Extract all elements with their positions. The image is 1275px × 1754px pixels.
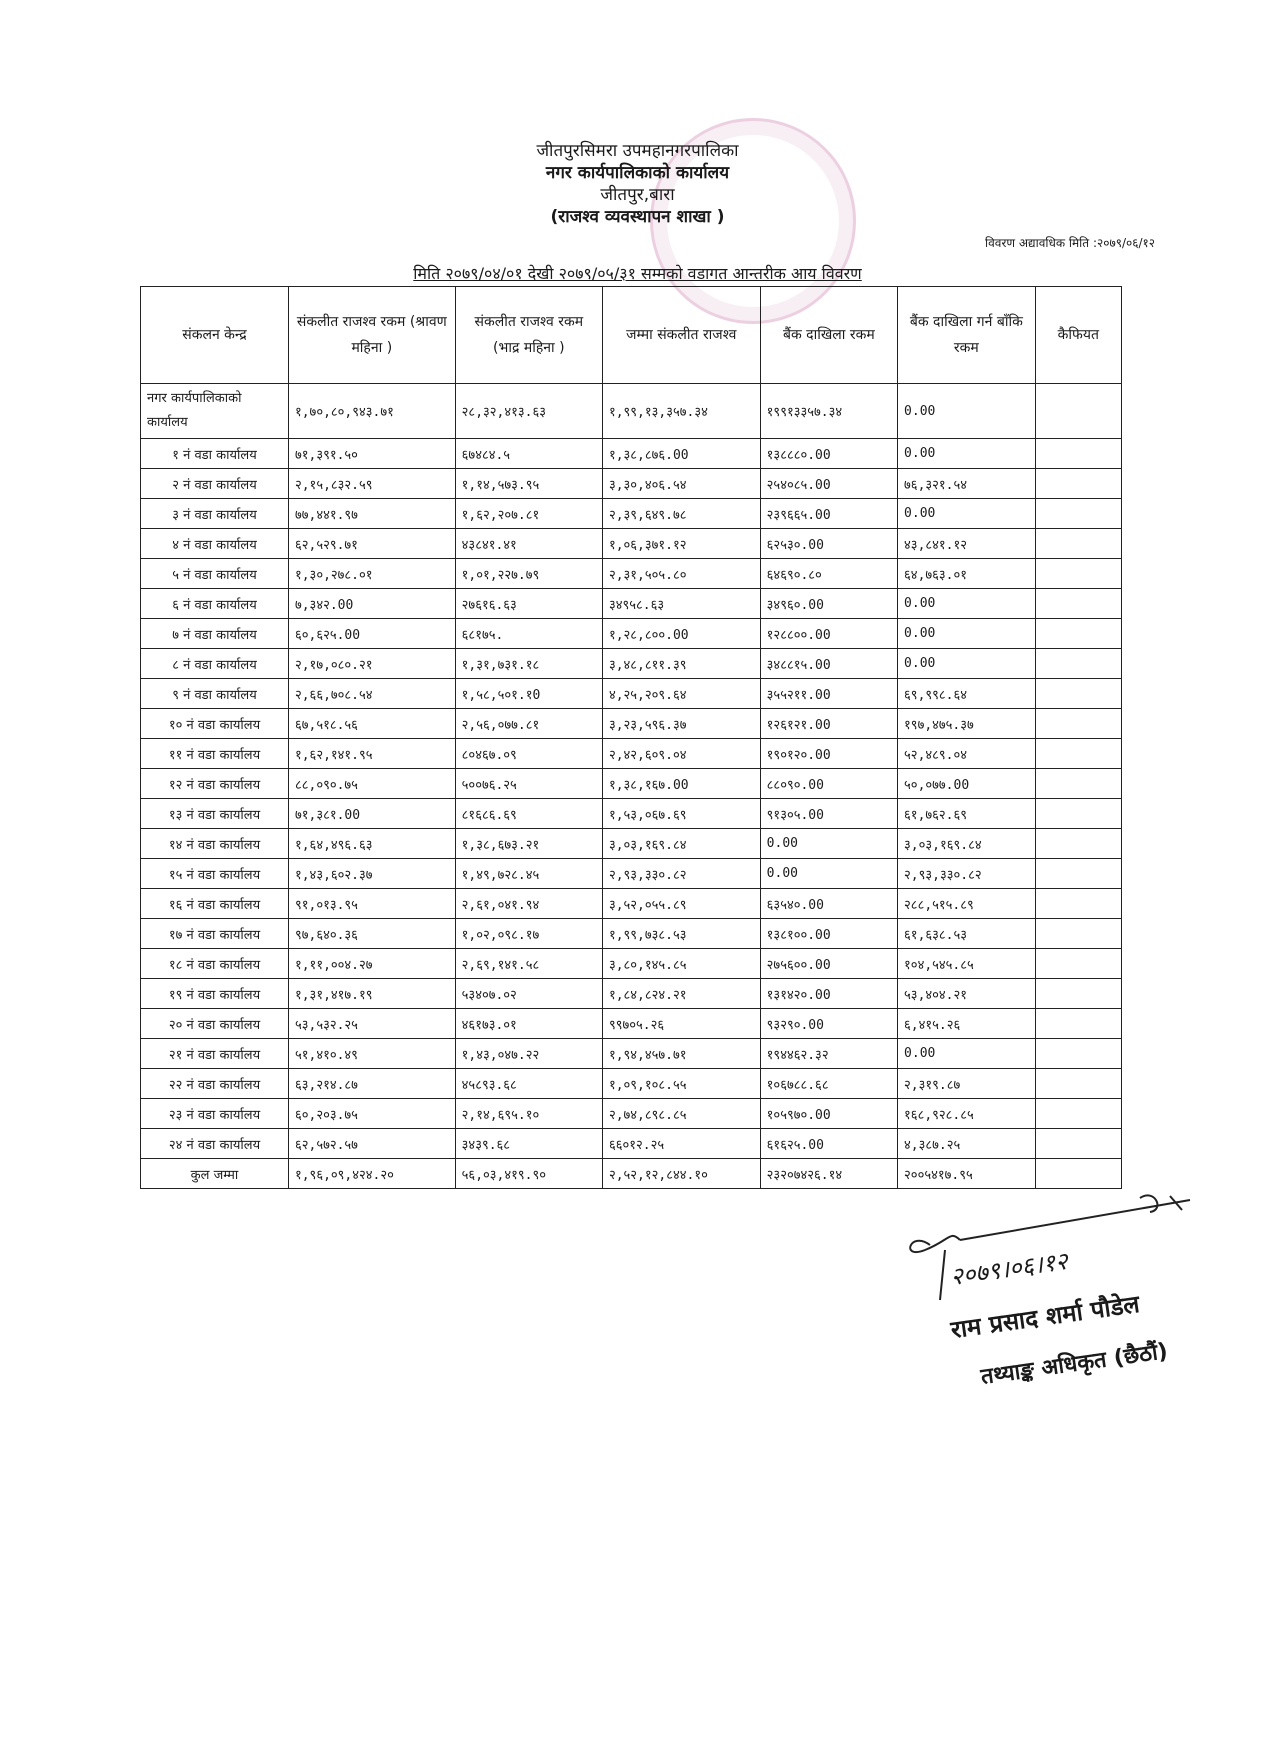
remaining-amount-cell: 0.00 <box>898 589 1036 619</box>
collection-center-cell: २ नं वडा कार्यालय <box>141 469 289 499</box>
collection-center-cell: १५ नं वडा कार्यालय <box>141 859 289 889</box>
bhadra-amount-cell: ४६१७३.०१ <box>455 1009 602 1039</box>
remarks-cell <box>1035 1009 1121 1039</box>
collection-center-cell: १३ नं वडा कार्यालय <box>141 799 289 829</box>
remarks-cell <box>1035 529 1121 559</box>
bhadra-amount-cell: २,५६,०७७.८१ <box>455 709 602 739</box>
remaining-amount-cell: ४३,८४१.१२ <box>898 529 1036 559</box>
bank-deposit-cell: 0.00 <box>760 829 897 859</box>
remaining-amount-cell: ७६,३२१.५४ <box>898 469 1036 499</box>
table-row <box>141 1039 1122 1069</box>
remarks-cell <box>1035 384 1121 439</box>
bank-deposit-cell: १३१४२०.00 <box>760 979 897 1009</box>
remaining-amount-cell: 0.00 <box>898 1039 1036 1069</box>
collection-center-cell: २४ नं वडा कार्यालय <box>141 1129 289 1159</box>
table-row <box>141 384 1122 439</box>
total-amount-cell: १,८४,८२४.२१ <box>602 979 760 1009</box>
shrawan-amount-cell: ९७,६४०.३६ <box>288 919 455 949</box>
bhadra-amount-cell: १,४३,०४७.२२ <box>455 1039 602 1069</box>
remarks-cell <box>1035 469 1121 499</box>
bhadra-amount-cell: ६७४८४.५ <box>455 439 602 469</box>
table-row <box>141 619 1122 649</box>
table-row <box>141 859 1122 889</box>
bhadra-amount-cell: ५६,०३,४१९.९० <box>455 1159 602 1189</box>
total-amount-cell: १,९९,७३८.५३ <box>602 919 760 949</box>
table-row <box>141 679 1122 709</box>
remaining-amount-cell: २००५४१७.९५ <box>898 1159 1036 1189</box>
bhadra-amount-cell: ५००७६.२५ <box>455 769 602 799</box>
bank-deposit-cell: १९०१२०.00 <box>760 739 897 769</box>
remaining-amount-cell: २,३१९.८७ <box>898 1069 1036 1099</box>
remarks-cell <box>1035 1039 1121 1069</box>
signatory-post: तथ्याङ्क अधिकृत (छैठौं) <box>979 1339 1170 1390</box>
remarks-cell <box>1035 619 1121 649</box>
table-row <box>141 1129 1122 1159</box>
shrawan-amount-cell: ७१,३८१.00 <box>288 799 455 829</box>
remaining-amount-cell: 0.00 <box>898 439 1036 469</box>
bank-deposit-cell: ६२५३०.00 <box>760 529 897 559</box>
total-amount-cell: २,७४,८९८.८५ <box>602 1099 760 1129</box>
remarks-cell <box>1035 1159 1121 1189</box>
collection-center-cell: २१ नं वडा कार्यालय <box>141 1039 289 1069</box>
total-amount-cell: ३,२३,५९६.३७ <box>602 709 760 739</box>
collection-center-cell: नगर कार्यपालिकाको कार्यालय <box>141 384 289 439</box>
remarks-cell <box>1035 709 1121 739</box>
total-amount-cell: १,२८,८००.00 <box>602 619 760 649</box>
bhadra-amount-cell: ८१६८६.६९ <box>455 799 602 829</box>
table-row <box>141 559 1122 589</box>
bhadra-amount-cell: १,०२,०९८.१७ <box>455 919 602 949</box>
collection-center-cell: ४ नं वडा कार्यालय <box>141 529 289 559</box>
table-row <box>141 739 1122 769</box>
bank-deposit-cell: ६३५४०.00 <box>760 889 897 919</box>
collection-center-cell: २२ नं वडा कार्यालय <box>141 1069 289 1099</box>
bhadra-amount-cell: १,६२,२०७.८१ <box>455 499 602 529</box>
table-row <box>141 1069 1122 1099</box>
table-row <box>141 529 1122 559</box>
collection-center-cell: ८ नं वडा कार्यालय <box>141 649 289 679</box>
shrawan-amount-cell: २,१७,०८०.२१ <box>288 649 455 679</box>
table-row <box>141 649 1122 679</box>
shrawan-amount-cell: १,९६,०९,४२४.२० <box>288 1159 455 1189</box>
bank-deposit-cell: १३८१००.00 <box>760 919 897 949</box>
bank-deposit-cell: १९९१३३५७.३४ <box>760 384 897 439</box>
shrawan-amount-cell: ६२,५७२.५७ <box>288 1129 455 1159</box>
report-title-text: मिति २०७९/०४/०१ देखी २०७९/०५/३१ सम्मको वडागत आन्तरीक आय विवरण <box>413 264 862 283</box>
remarks-cell <box>1035 979 1121 1009</box>
collection-center-cell: ११ नं वडा कार्यालय <box>141 739 289 769</box>
bank-deposit-cell: ३४९६०.00 <box>760 589 897 619</box>
table-row <box>141 499 1122 529</box>
col-header-center: संकलन केन्द्र <box>141 287 289 384</box>
collection-center-cell: कुल जम्मा <box>141 1159 289 1189</box>
table-row <box>141 709 1122 739</box>
remarks-cell <box>1035 769 1121 799</box>
shrawan-amount-cell: ६७,५१८.५६ <box>288 709 455 739</box>
col-header-bhadra: संकलीत राजश्व रकम (भाद्र महिना ) <box>455 287 602 384</box>
total-amount-cell: १,३८,१६७.00 <box>602 769 760 799</box>
remarks-cell <box>1035 499 1121 529</box>
remarks-cell <box>1035 889 1121 919</box>
collection-center-cell: १६ नं वडा कार्यालय <box>141 889 289 919</box>
remaining-amount-cell: १९७,४७५.३७ <box>898 709 1036 739</box>
remarks-cell <box>1035 589 1121 619</box>
bhadra-amount-cell: ८०४६७.०९ <box>455 739 602 769</box>
bank-deposit-cell: ९१३०५.00 <box>760 799 897 829</box>
bank-deposit-cell: १०५९७०.00 <box>760 1099 897 1129</box>
shrawan-amount-cell: ९१,०१३.९५ <box>288 889 455 919</box>
remaining-amount-cell: ३,०३,१६९.८४ <box>898 829 1036 859</box>
remarks-cell <box>1035 649 1121 679</box>
bhadra-amount-cell: १,३१,७३१.१८ <box>455 649 602 679</box>
table-body <box>141 384 1122 1189</box>
collection-center-cell: २३ नं वडा कार्यालय <box>141 1099 289 1129</box>
bhadra-amount-cell: २,६१,०४१.९४ <box>455 889 602 919</box>
remaining-amount-cell: २,९३,३३०.८२ <box>898 859 1036 889</box>
bhadra-amount-cell: २,१४,६९५.१० <box>455 1099 602 1129</box>
table-row <box>141 589 1122 619</box>
bhadra-amount-cell: १,५८,५०१.१0 <box>455 679 602 709</box>
table-header-row <box>141 287 1122 384</box>
remaining-amount-cell: ५२,४८९.०४ <box>898 739 1036 769</box>
total-amount-cell: १,५३,०६७.६९ <box>602 799 760 829</box>
bhadra-amount-cell: २,६९,१४१.५८ <box>455 949 602 979</box>
collection-center-cell: ९ नं वडा कार्यालय <box>141 679 289 709</box>
branch-name: (राजश्व व्यवस्थापन शाखा ) <box>550 207 725 227</box>
shrawan-amount-cell: ५३,५३२.२५ <box>288 1009 455 1039</box>
remarks-cell <box>1035 949 1121 979</box>
shrawan-amount-cell: ६०,६२५.00 <box>288 619 455 649</box>
table-row <box>141 769 1122 799</box>
bhadra-amount-cell: ५३४०७.०२ <box>455 979 602 1009</box>
remaining-amount-cell: 0.00 <box>898 619 1036 649</box>
bank-deposit-cell: १३८८८०.00 <box>760 439 897 469</box>
table-row <box>141 979 1122 1009</box>
total-amount-cell: १,०६,३७१.१२ <box>602 529 760 559</box>
collection-center-cell: १९ नं वडा कार्यालय <box>141 979 289 1009</box>
table-row <box>141 799 1122 829</box>
table-row <box>141 439 1122 469</box>
bank-deposit-cell: ६४६९०.८० <box>760 559 897 589</box>
collection-center-cell: १२ नं वडा कार्यालय <box>141 769 289 799</box>
collection-center-cell: ६ नं वडा कार्यालय <box>141 589 289 619</box>
signature-block <box>890 1190 1210 1430</box>
collection-center-cell: ५ नं वडा कार्यालय <box>141 559 289 589</box>
table-row <box>141 889 1122 919</box>
remaining-amount-cell: ५०,०७७.00 <box>898 769 1036 799</box>
bhadra-amount-cell: ६८१७५. <box>455 619 602 649</box>
remaining-amount-cell: ५३,४०४.२१ <box>898 979 1036 1009</box>
shrawan-amount-cell: २,१५,८३२.५९ <box>288 469 455 499</box>
total-amount-cell: १,०९,१०८.५५ <box>602 1069 760 1099</box>
remarks-cell <box>1035 439 1121 469</box>
col-header-shrawan: संकलीत राजश्व रकम (श्रावण महिना ) <box>288 287 455 384</box>
shrawan-amount-cell: १,७०,८०,९४३.७१ <box>288 384 455 439</box>
bank-deposit-cell: ९३२९०.00 <box>760 1009 897 1039</box>
collection-center-cell: १७ नं वडा कार्यालय <box>141 919 289 949</box>
collection-center-cell: ७ नं वडा कार्यालय <box>141 619 289 649</box>
shrawan-amount-cell: १,६४,४९६.६३ <box>288 829 455 859</box>
bank-deposit-cell: १२८८००.00 <box>760 619 897 649</box>
remarks-cell <box>1035 559 1121 589</box>
table-row <box>141 469 1122 499</box>
collection-center-cell: १ नं वडा कार्यालय <box>141 439 289 469</box>
remaining-amount-cell: ६९,९९८.६४ <box>898 679 1036 709</box>
shrawan-amount-cell: २,६६,७०८.५४ <box>288 679 455 709</box>
shrawan-amount-cell: ६३,२१४.८७ <box>288 1069 455 1099</box>
remaining-amount-cell: १६८,९२८.८५ <box>898 1099 1036 1129</box>
table-row <box>141 919 1122 949</box>
remaining-amount-cell: ६,४१५.२६ <box>898 1009 1036 1039</box>
bank-deposit-cell: २३२०७४२६.१४ <box>760 1159 897 1189</box>
total-row <box>141 1159 1122 1189</box>
bank-deposit-cell: ६१६२५.00 <box>760 1129 897 1159</box>
bhadra-amount-cell: १,०१,२२७.७९ <box>455 559 602 589</box>
updated-date: विवरण अद्यावधिक मिति :२०७९/०६/१२ <box>985 236 1155 250</box>
remarks-cell <box>1035 1069 1121 1099</box>
remaining-amount-cell: ६१,६३८.५३ <box>898 919 1036 949</box>
remarks-cell <box>1035 799 1121 829</box>
total-amount-cell: २,३१,५०५.८० <box>602 559 760 589</box>
bhadra-amount-cell: २७६१६.६३ <box>455 589 602 619</box>
remaining-amount-cell: ६४,७६३.०१ <box>898 559 1036 589</box>
remarks-cell <box>1035 859 1121 889</box>
total-amount-cell: १,९४,४५७.७१ <box>602 1039 760 1069</box>
bank-deposit-cell: २५४०८५.00 <box>760 469 897 499</box>
office-name: नगर कार्यपालिकाको कार्यालय <box>545 163 730 183</box>
remaining-amount-cell: 0.00 <box>898 649 1036 679</box>
remarks-cell <box>1035 1129 1121 1159</box>
shrawan-amount-cell: १,३०,२७८.०१ <box>288 559 455 589</box>
remarks-cell <box>1035 919 1121 949</box>
shrawan-amount-cell: १,११,००४.२७ <box>288 949 455 979</box>
remarks-cell <box>1035 739 1121 769</box>
bank-deposit-cell: २३९६६५.00 <box>760 499 897 529</box>
bhadra-amount-cell: १,४९,७२८.४५ <box>455 859 602 889</box>
remaining-amount-cell: १०४,५४५.८५ <box>898 949 1036 979</box>
municipality-name: जीतपुरसिमरा उपमहानगरपालिका <box>536 141 739 161</box>
report-title <box>0 262 1275 284</box>
col-header-remaining: बैंक दाखिला गर्न बाँकि रकम <box>898 287 1036 384</box>
revenue-table <box>140 286 1122 1189</box>
shrawan-amount-cell: ७,३४२.00 <box>288 589 455 619</box>
total-amount-cell: १,३८,८७६.00 <box>602 439 760 469</box>
total-amount-cell: ६६०१२.२५ <box>602 1129 760 1159</box>
total-amount-cell: ३,४८,८११.३९ <box>602 649 760 679</box>
remarks-cell <box>1035 679 1121 709</box>
shrawan-amount-cell: ६०,२०३.७५ <box>288 1099 455 1129</box>
remaining-amount-cell: ४,३८७.२५ <box>898 1129 1036 1159</box>
total-amount-cell: ३,०३,१६९.८४ <box>602 829 760 859</box>
col-header-total: जम्मा संकलीत राजश्व <box>602 287 760 384</box>
bank-deposit-cell: २७५६००.00 <box>760 949 897 979</box>
total-amount-cell: २,३९,६४९.७८ <box>602 499 760 529</box>
shrawan-amount-cell: ७७,४४१.९७ <box>288 499 455 529</box>
remaining-amount-cell: 0.00 <box>898 384 1036 439</box>
bhadra-amount-cell: ४३८४१.४१ <box>455 529 602 559</box>
total-amount-cell: १,९९,१३,३५७.३४ <box>602 384 760 439</box>
bank-deposit-cell: १९४४६२.३२ <box>760 1039 897 1069</box>
bank-deposit-cell: 0.00 <box>760 859 897 889</box>
shrawan-amount-cell: ७१,३९१.५० <box>288 439 455 469</box>
total-amount-cell: ३,८०,१४५.८५ <box>602 949 760 979</box>
bank-deposit-cell: ८८०९०.00 <box>760 769 897 799</box>
table-row <box>141 949 1122 979</box>
shrawan-amount-cell: ८८,०९०.७५ <box>288 769 455 799</box>
table-row <box>141 1099 1122 1129</box>
remarks-cell <box>1035 1099 1121 1129</box>
collection-center-cell: १० नं वडा कार्यालय <box>141 709 289 739</box>
remaining-amount-cell: 0.00 <box>898 499 1036 529</box>
total-amount-cell: ३४९५८.६३ <box>602 589 760 619</box>
bank-deposit-cell: ३४८८१५.00 <box>760 649 897 679</box>
shrawan-amount-cell: १,४३,६०२.३७ <box>288 859 455 889</box>
total-amount-cell: ३,५२,०५५.८९ <box>602 889 760 919</box>
total-amount-cell: ४,२५,२०९.६४ <box>602 679 760 709</box>
shrawan-amount-cell: ६२,५२९.७१ <box>288 529 455 559</box>
total-amount-cell: २,४२,६०९.०४ <box>602 739 760 769</box>
remarks-cell <box>1035 829 1121 859</box>
total-amount-cell: २,९३,३३०.८२ <box>602 859 760 889</box>
table-row <box>141 829 1122 859</box>
bhadra-amount-cell: ३४३९.६८ <box>455 1129 602 1159</box>
col-header-remarks: कैफियत <box>1035 287 1121 384</box>
office-location: जीतपुर,बारा <box>600 185 675 205</box>
total-amount-cell: ३,३०,४०६.५४ <box>602 469 760 499</box>
total-amount-cell: ९९७०५.२६ <box>602 1009 760 1039</box>
signatory-name: राम प्रसाद शर्मा पौडेल <box>949 1289 1142 1345</box>
signature-date: २०७९।०६।१२ <box>948 1246 1070 1292</box>
remaining-amount-cell: २८८,५१५.८९ <box>898 889 1036 919</box>
remaining-amount-cell: ६१,७६२.६९ <box>898 799 1036 829</box>
bhadra-amount-cell: २८,३२,४१३.६३ <box>455 384 602 439</box>
bhadra-amount-cell: १,१४,५७३.९५ <box>455 469 602 499</box>
bank-deposit-cell: १०६७८८.६८ <box>760 1069 897 1099</box>
bank-deposit-cell: ३५५२११.00 <box>760 679 897 709</box>
shrawan-amount-cell: ५१,४१०.४९ <box>288 1039 455 1069</box>
table-row <box>141 1009 1122 1039</box>
total-amount-cell: २,५२,१२,८४४.१० <box>602 1159 760 1189</box>
shrawan-amount-cell: १,६२,१४१.९५ <box>288 739 455 769</box>
bank-deposit-cell: १२६१२१.00 <box>760 709 897 739</box>
col-header-bank-deposit: बैंक दाखिला रकम <box>760 287 897 384</box>
collection-center-cell: २० नं वडा कार्यालय <box>141 1009 289 1039</box>
collection-center-cell: ३ नं वडा कार्यालय <box>141 499 289 529</box>
shrawan-amount-cell: १,३१,४१७.१९ <box>288 979 455 1009</box>
document-header <box>0 140 1275 228</box>
collection-center-cell: १४ नं वडा कार्यालय <box>141 829 289 859</box>
bhadra-amount-cell: ४५८९३.६८ <box>455 1069 602 1099</box>
collection-center-cell: १८ नं वडा कार्यालय <box>141 949 289 979</box>
bhadra-amount-cell: १,३८,६७३.२१ <box>455 829 602 859</box>
